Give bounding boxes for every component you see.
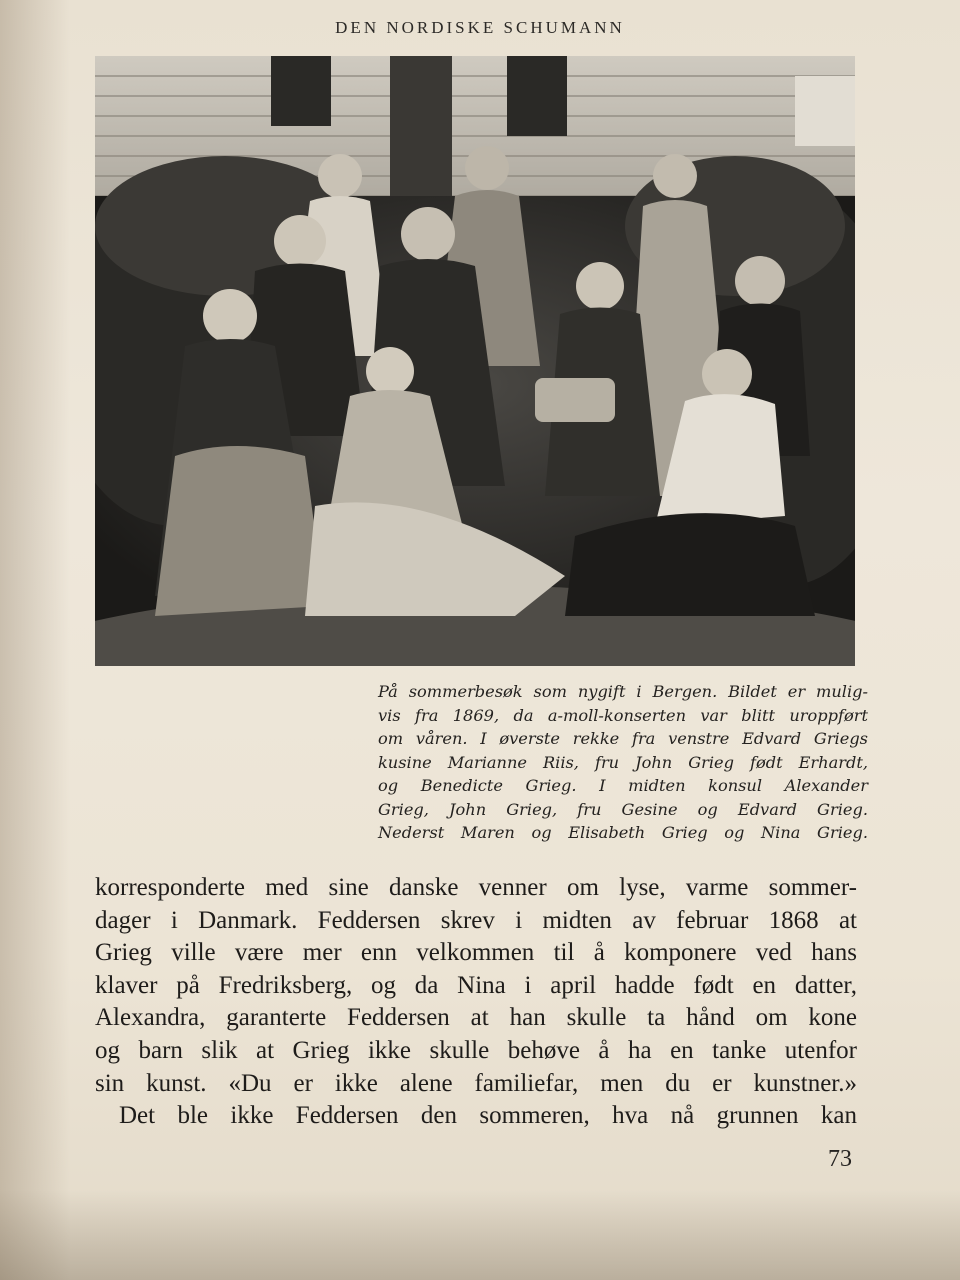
body-line: Det ble ikke Feddersen den sommeren, hva nå grunnen kan <box>119 1102 857 1130</box>
caption-line: vis fra 1869, da a-moll-konserten var blitt uroppført <box>378 705 868 725</box>
body-line: korresponderte med sine danske venner om lyse, varme sommer- <box>95 874 857 901</box>
caption-line: Nederst Maren og Elisabeth Grieg og Nina Grieg. <box>378 823 868 842</box>
body-paragraph <box>95 872 857 1133</box>
body-line: og barn slik at Grieg ikke skulle behøve å ha en tanke utenfor <box>95 1036 857 1064</box>
body-line: Alexandra, garanterte Feddersen at han skulle ta hånd om kone <box>95 1004 857 1032</box>
page-bottom-shadow <box>0 1190 960 1280</box>
group-photograph <box>95 56 855 666</box>
caption-line: På sommerbesøk som nygift i Bergen. Bildet er mulig- <box>378 682 868 701</box>
body-line: klaver på Fredriksberg, og da Nina i april hadde født en datter, <box>95 971 857 999</box>
page-number: 73 <box>828 1146 852 1172</box>
caption-line: Grieg, John Grieg, fru Gesine og Edvard Grieg. <box>378 799 868 819</box>
body-line: dager i Danmark. Feddersen skrev i midten av februar 1868 at <box>95 906 857 934</box>
body-line: Grieg ville være mer enn velkommen til å komponere ved hans <box>95 939 857 967</box>
caption-line: om våren. I øverste rekke fra venstre Edvard Griegs <box>378 729 868 748</box>
caption-line: kusine Marianne Riis, fru John Grieg født Erhardt, <box>378 752 868 772</box>
caption-line: og Benedicte Grieg. I midten konsul Alexander <box>378 776 868 795</box>
body-line: sin kunst. «Du er ikke alene familiefar, men du er kunstner.» <box>95 1069 857 1097</box>
page-gutter-shadow <box>0 0 70 1280</box>
running-head: DEN NORDISKE SCHUMANN <box>335 18 625 37</box>
photo-caption <box>378 680 868 845</box>
